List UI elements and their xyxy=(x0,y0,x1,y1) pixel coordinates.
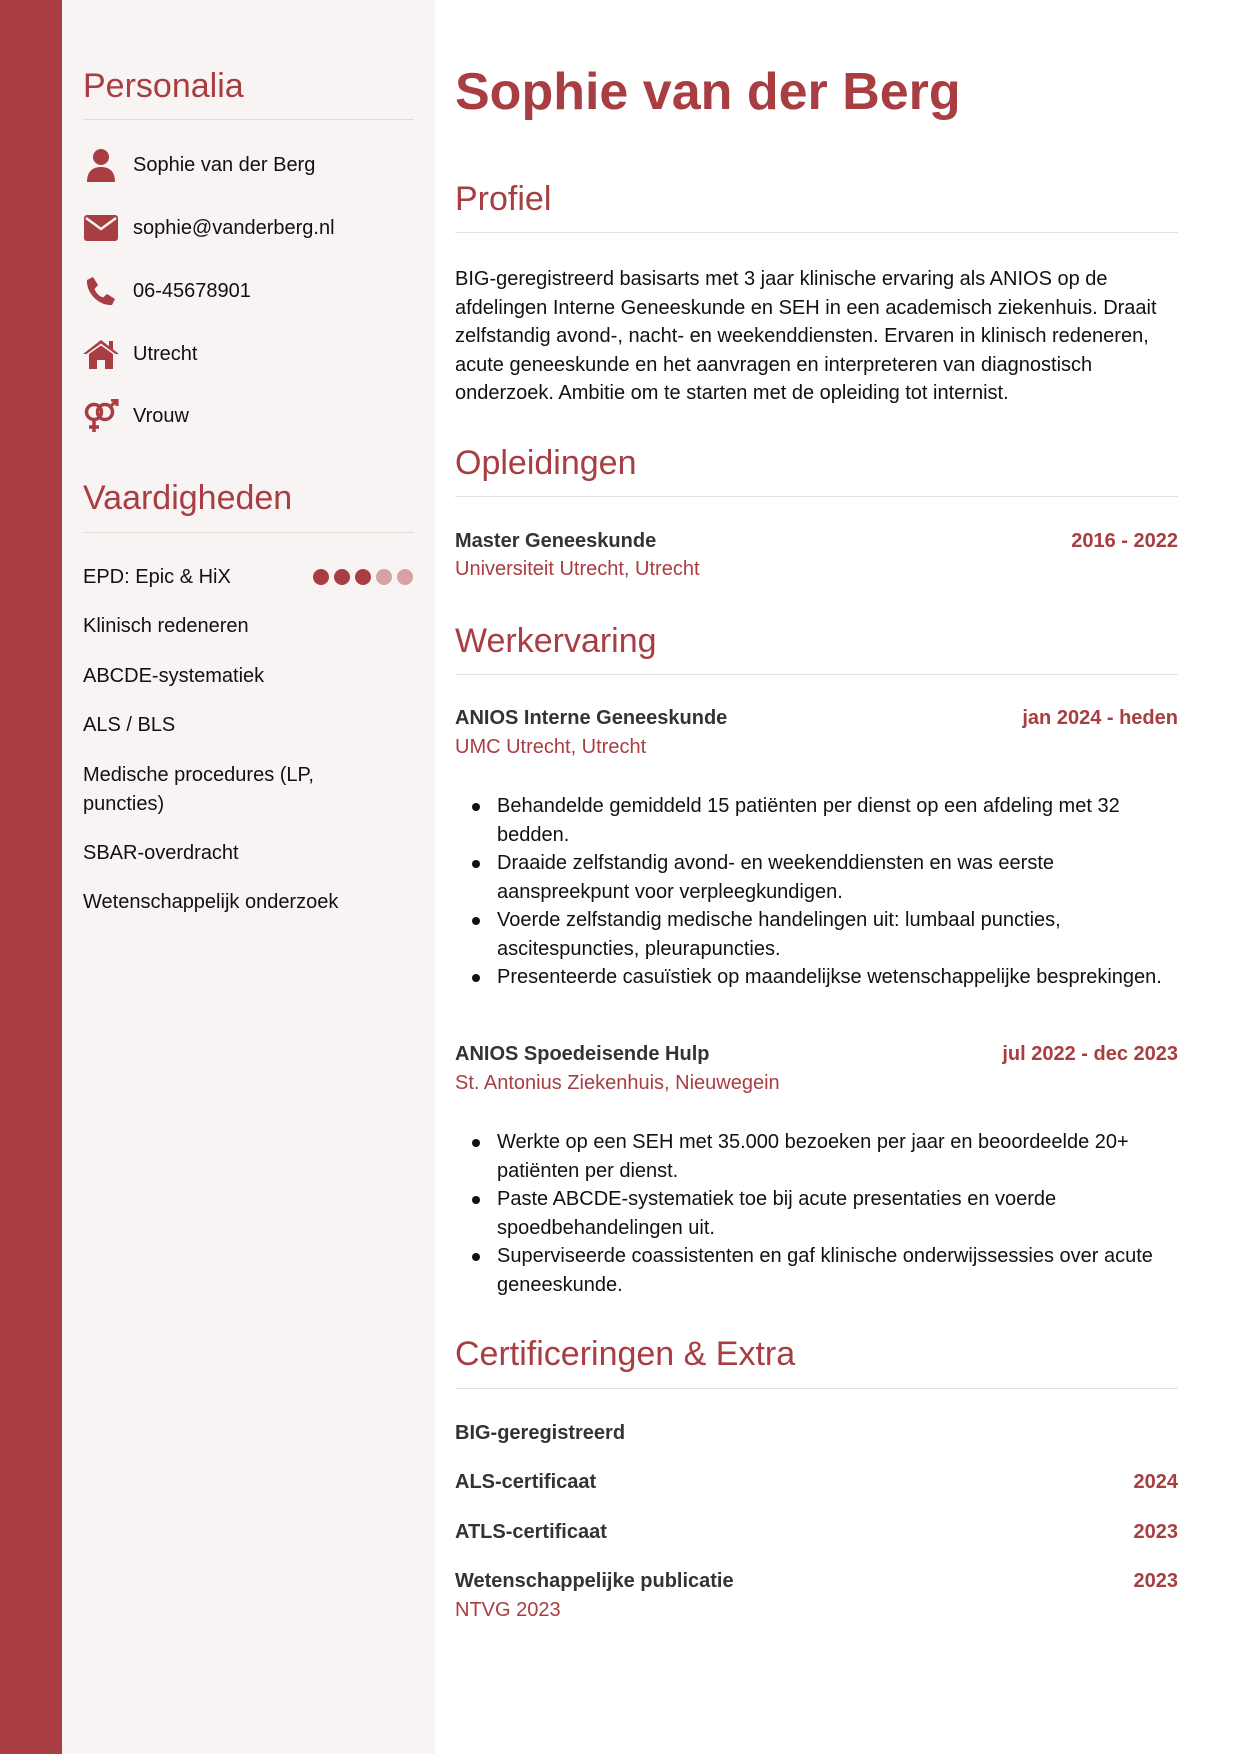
certification-entry xyxy=(455,1471,1178,1497)
skill-item xyxy=(83,563,413,592)
skill-item: Wetenschappelijk onderzoek xyxy=(83,891,339,913)
personalia-name-text: Sophie van der Berg xyxy=(133,153,316,176)
job-bullets xyxy=(455,1128,1178,1299)
skill-label: EPD: Epic & HiX xyxy=(83,566,231,588)
education-title: Master Geneeskunde xyxy=(455,530,657,552)
personalia-city-text: Utrecht xyxy=(133,342,198,365)
experience-entry-header xyxy=(455,1043,1178,1103)
skills-divider xyxy=(83,532,414,533)
personalia-item-city xyxy=(83,334,198,374)
certifications-heading: Certificeringen & Extra xyxy=(455,1335,796,1373)
education-heading: Opleidingen xyxy=(455,444,637,482)
job-bullet: Werkte op een SEH met 35.000 bezoeken per jaar en beoordeelde 20+ patiënten per dienst. xyxy=(455,1128,1178,1185)
job-bullet: Voerde zelfstandig medische handelingen uit: lumbaal puncties, ascitespuncties, pleurapuncties. xyxy=(455,906,1178,963)
certification-title: ATLS-certificaat xyxy=(455,1521,607,1543)
skill-item: Medische procedures (LP, puncties) xyxy=(83,764,314,815)
experience-entry-header xyxy=(455,707,1178,767)
phone-icon xyxy=(83,273,119,309)
skill-item: ALS / BLS xyxy=(83,714,176,736)
personalia-gender-text: Vrouw xyxy=(133,404,189,427)
job-title: ANIOS Spoedeisende Hulp xyxy=(455,1043,710,1065)
personalia-item-email xyxy=(83,208,335,248)
profile-text: BIG-geregistreerd basisarts met 3 jaar klinische ervaring als ANIOS op de afdelingen Interne Geneeskunde en SEH in een academisch ziekenhuis. Draait zelfstandig avond-, nacht- en weekenddiensten. Ervaren in klinisch redeneren, acute geneeskunde en het aanvragen en interpreteren van diagnostisch onderzoek. Ambitie om te starten met de opleiding tot internist. xyxy=(455,268,1157,404)
job-bullet: Presenteerde casuïstiek op maandelijkse wetenschappelijke besprekingen. xyxy=(455,963,1178,992)
profile-divider xyxy=(455,232,1178,233)
education-institution: Universiteit Utrecht, Utrecht xyxy=(455,558,700,580)
personalia-item-gender xyxy=(83,396,189,436)
experience-heading: Werkervaring xyxy=(455,622,657,660)
job-date: jan 2024 - heden xyxy=(1022,707,1178,729)
rating-dot-empty xyxy=(376,569,392,585)
skill-item: ABCDE-systematiek xyxy=(83,665,265,687)
certification-entry xyxy=(455,1422,1178,1448)
candidate-name: Sophie van der Berg xyxy=(455,63,961,121)
job-bullet: Superviseerde coassistenten en gaf klinische onderwijssessies over acute geneeskunde. xyxy=(455,1242,1178,1299)
envelope-icon xyxy=(83,210,119,246)
personalia-divider xyxy=(83,119,414,120)
education-divider xyxy=(455,496,1178,497)
accent-stripe xyxy=(0,0,62,1754)
certification-date: 2023 xyxy=(1133,1570,1178,1592)
job-employer: St. Antonius Ziekenhuis, Nieuwegein xyxy=(455,1072,780,1094)
personalia-item-name xyxy=(83,145,316,185)
rating-dot-empty xyxy=(397,569,413,585)
certifications-divider xyxy=(455,1388,1178,1389)
rating-dot-filled xyxy=(355,569,371,585)
personalia-item-phone xyxy=(83,271,251,311)
certification-date: 2024 xyxy=(1133,1471,1178,1493)
person-icon xyxy=(83,147,119,183)
certification-date: 2023 xyxy=(1133,1521,1178,1543)
job-employer: UMC Utrecht, Utrecht xyxy=(455,736,647,758)
job-title: ANIOS Interne Geneeskunde xyxy=(455,707,728,729)
personalia-phone-text: 06-45678901 xyxy=(133,279,251,302)
certification-detail: NTVG 2023 xyxy=(455,1599,561,1621)
home-icon xyxy=(83,336,119,372)
skill-item: Klinisch redeneren xyxy=(83,615,249,637)
certification-title: BIG-geregistreerd xyxy=(455,1422,626,1444)
job-bullet: Draaide zelfstandig avond- en weekenddiensten en was eerste aanspreekpunt voor verpleegkundigen. xyxy=(455,849,1178,906)
skills-heading: Vaardigheden xyxy=(83,479,293,517)
job-date: jul 2022 - dec 2023 xyxy=(1002,1043,1178,1065)
education-entry xyxy=(455,530,1178,590)
skill-rating xyxy=(313,569,413,585)
certification-title: ALS-certificaat xyxy=(455,1471,597,1493)
gender-icon xyxy=(83,398,119,434)
rating-dot-filled xyxy=(334,569,350,585)
certification-title: Wetenschappelijke publicatie xyxy=(455,1570,734,1592)
job-bullets xyxy=(455,792,1178,992)
sidebar xyxy=(62,0,435,1754)
certification-entry xyxy=(455,1570,1178,1630)
education-date: 2016 - 2022 xyxy=(1071,530,1178,552)
rating-dot-filled xyxy=(313,569,329,585)
job-bullet: Behandelde gemiddeld 15 patiënten per dienst op een afdeling met 32 bedden. xyxy=(455,792,1178,849)
experience-divider xyxy=(455,674,1178,675)
personalia-email-text: sophie@vanderberg.nl xyxy=(133,216,335,239)
skill-item: SBAR-overdracht xyxy=(83,842,239,864)
certification-entry xyxy=(455,1521,1178,1547)
profile-heading: Profiel xyxy=(455,180,552,218)
job-bullet: Paste ABCDE-systematiek toe bij acute presentaties en voerde spoedbehandelingen uit. xyxy=(455,1185,1178,1242)
personalia-heading: Personalia xyxy=(83,67,244,105)
